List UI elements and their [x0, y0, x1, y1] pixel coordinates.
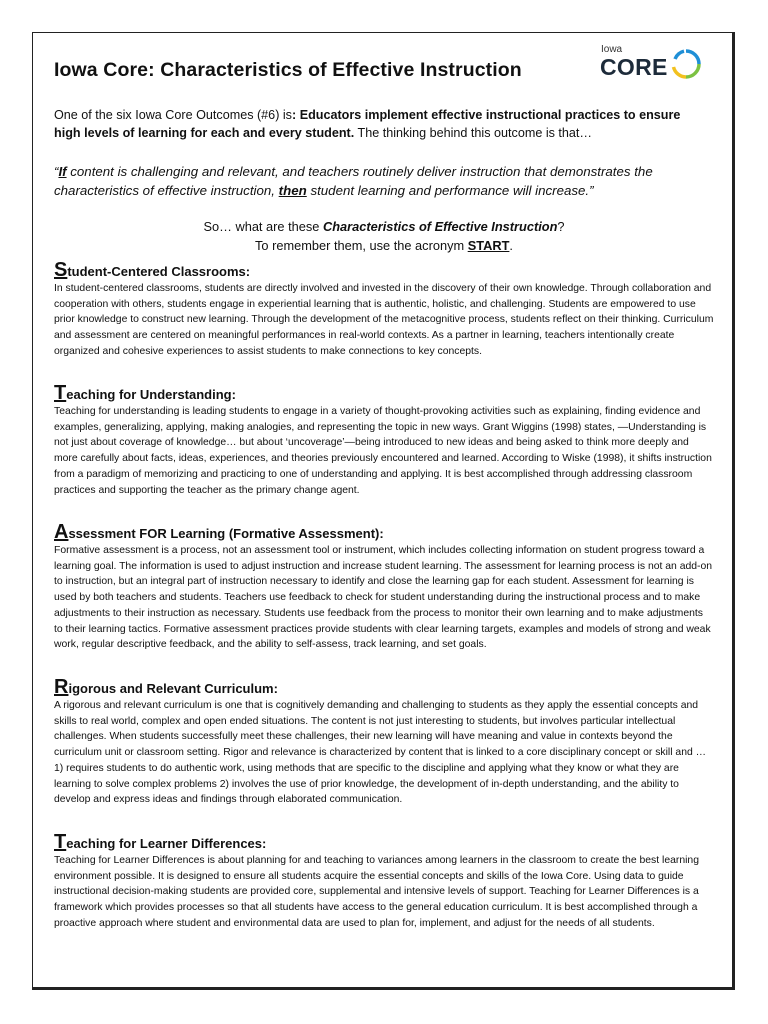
quote-if: If	[58, 164, 67, 179]
section-heading-rest: igorous and Relevant Curriculum:	[68, 681, 278, 696]
section-body: Teaching for Learner Differences is about planning for and teaching to variances among learners in the classroom to create the best learning environment possible. It is designed to ensure all students acquire the essential concepts and skills of the Iowa Core. Using data to guide instructional decision-making students are provided core, supplemental and intensive levels of support. Teaching for Learner Differences is a framework which provides processes so that all students have access to the general education curriculum. It is best accomplished through a proactive approach where student and environmental data are used to plan for, implement, and adjust for the needs of all students.	[54, 855, 699, 929]
section-heading	[54, 832, 714, 852]
section-initial: T	[54, 831, 67, 853]
section-assessment-for-learning	[54, 522, 714, 653]
section-heading-rest: tudent-Centered Classrooms:	[67, 264, 251, 279]
prompt-line-1-post: ?	[557, 219, 565, 234]
section-body: A rigorous and relevant curriculum is one that is cognitively demanding and challenging to students as they apply the essential concepts and skills to real world, complex and open ended situations. The content is not just interesting to students, but involves particular intellectual challenges. When students successfully meet these challenges, their new learning will have meaning and value in contexts beyond the curriculum unit or classroom setting. Rigor and relevance is characterized by content that is linked to a core disciplinary concept or skill and … 1) requires students to do authentic work, using methods that are specific to the discipline and applying what they know or what they are learning to solve complex problems 2) involves the use of prior knowledge, the development of in-depth understanding, and the ability to develop and express ideas and findings through elaborated communication.	[54, 700, 707, 806]
section-teaching-understanding	[54, 383, 714, 498]
acronym-prompt	[0, 217, 768, 255]
prompt-line-2	[0, 236, 768, 255]
acronym-word: START	[467, 238, 510, 253]
intro-text-end: The thinking behind this outcome is that…	[354, 126, 593, 140]
section-student-centered	[54, 260, 714, 360]
intro-paragraph	[54, 106, 704, 142]
quote-then: then	[278, 183, 307, 198]
quote-open: “	[54, 164, 59, 179]
logo-small-text: Iowa	[601, 44, 623, 55]
logo-ring-icon	[670, 48, 702, 80]
section-heading-rest: eaching for Learner Differences:	[66, 836, 267, 851]
intro-text-start: One of the six Iowa Core Outcomes (#6) is	[54, 108, 292, 122]
prompt-line-2-pre: To remember them, use the acronym	[255, 238, 468, 253]
section-rigorous-relevant	[54, 677, 714, 808]
section-body: Formative assessment is a process, not an assessment tool or instrument, which includes collecting information on student progress toward a learning goal. The information is used to adjust instruction and increase student learning. The assessment for learning process is not an add-on to instruction, but an integral part of instruction necessary to identify and close the learning gap for each student. Assessment for learning is used by both teachers and students. Teachers use feedback to check for student understanding during the instructional process and to make adjustments to their instruction as necessary. Students use feedback from the process to monitor their own learning and to make adjustments to their learning tactics. Formative assessment practices provide students with clear learning targets, examples and models of strong and weak work, regular descriptive feedback, and the ability to self-assess, track learning, and set goals.	[54, 545, 713, 651]
section-heading-rest: ssessment FOR Learning (Formative Assessment):	[68, 526, 384, 541]
quote-end: student learning and performance will increase.”	[306, 183, 594, 198]
section-body: Teaching for understanding is leading students to engage in a variety of thought-provoking activities such as explaining, finding evidence and examples, generalizing, applying, making analogies, and representing the topic in new ways. Grant Wiggins (1998) states, ―Understanding is not just about coverage of knowledge… but about ‘uncoverage’—being introduced to new ideas and being asked to think more deeply and more carefully about facts, ideas, experiences, and theories previously encountered and learned. According to Wiske (1998), it shifts instruction from a paradigm of memorizing and practicing to one of understanding and applying. It is best accomplished through addressing classroom practices and supporting the teacher as the primary change agent.	[54, 406, 712, 496]
section-initial: T	[54, 382, 67, 404]
section-heading	[54, 260, 714, 280]
quote-middle: content is challenging and relevant, and teachers routinely deliver instruction that demonstrates the characteristics of effective instruction,	[54, 164, 653, 198]
section-heading	[54, 677, 714, 697]
page-title: Iowa Core: Characteristics of Effective Instruction	[54, 59, 522, 81]
section-heading	[54, 383, 714, 403]
intro-outcome: Educators implement effective instructional practices to ensure high levels of learning for each and every student.	[54, 108, 681, 140]
section-heading	[54, 522, 714, 542]
prompt-line-1-emphasis: Characteristics of Effective Instruction	[322, 219, 558, 234]
prompt-line-1	[0, 217, 768, 236]
section-initial: A	[54, 521, 69, 543]
logo-big-text: CORE	[600, 54, 668, 80]
quote-paragraph	[54, 162, 709, 200]
prompt-line-1-pre: So… what are these	[203, 219, 323, 234]
section-learner-differences	[54, 832, 714, 932]
iowa-core-logo	[600, 44, 710, 84]
section-body: In student-centered classrooms, students are directly involved and invested in the discovery of their own knowledge. Through collaboration and cooperation with others, students engage in experiential learning that is authentic, holistic, and challenging. Students are empowered to use prior knowledge to construct new learning. Through the development of the metacognitive process, students reflect on their thinking. Curriculum and assessment are centered on meaningful performances in real-world contexts. As a partner in learning, teachers intentionally create organized and cohesive experiences to assist students to make connections to key concepts.	[54, 283, 714, 357]
section-heading-rest: eaching for Understanding:	[66, 387, 236, 402]
section-initial: R	[54, 676, 69, 698]
section-initial: S	[54, 259, 68, 281]
prompt-line-2-post: .	[509, 238, 513, 253]
intro-colon: :	[291, 108, 300, 122]
